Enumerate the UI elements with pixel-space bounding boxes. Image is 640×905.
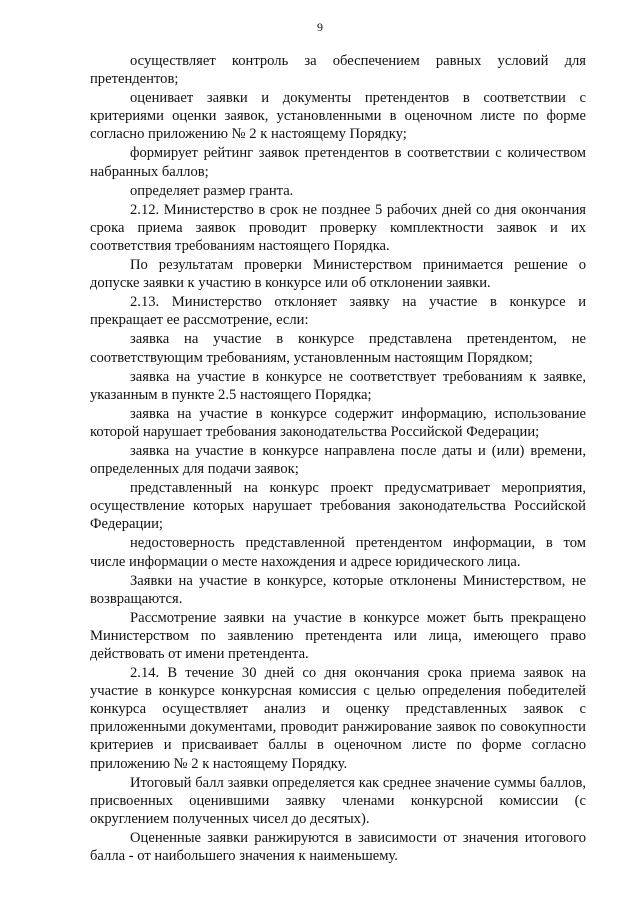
paragraph: Итоговый балл заявки определяется как среднее значение суммы баллов, присвоенных оценившими заявку членами конкурсной комиссии (с округлением полученных чисел до десятых). (90, 774, 586, 827)
paragraph: 2.13. Министерство отклоняет заявку на участие в конкурсе и прекращает ее рассмотрение, если: (90, 294, 586, 329)
paragraph: 2.12. Министерство в срок не позднее 5 рабочих дней со дня окончания срока приема заявок проводит проверку комплектности заявок и их соответствия требованиям настоящего Порядка. (90, 201, 586, 254)
paragraph: заявка на участие в конкурсе направлена после даты и (или) времени, определенных для подачи заявок; (90, 442, 586, 478)
page-number: 9 (317, 20, 323, 34)
paragraph: недостоверность представленной претендентом информации, в том числе информации о месте нахождения и адресе юридического лица. (90, 535, 586, 570)
document-body (90, 52, 586, 865)
paragraph: формирует рейтинг заявок претендентов в соответствии с количеством набранных баллов; (90, 145, 586, 180)
paragraph: Рассмотрение заявки на участие в конкурсе может быть прекращено Министерством по заявлению претендента или лица, имеющего право действовать от имени претендента. (90, 609, 586, 662)
paragraph: 2.14. В течение 30 дней со дня окончания срока приема заявок на участие в конкурсе конкурсная комиссия с целью определения победителей конкурса осуществляет анализ и оценку представленных заявок с приложенными документами, проводит ранжирование заявок по совокупности критериев и присваивает баллы в оценочном листе по форме согласно приложению № 2 к настоящему Порядку. (90, 665, 586, 772)
paragraph: заявка на участие в конкурсе не соответствует требованиям к заявке, указанным в пункте 2.5 настоящего Порядка; (90, 368, 586, 403)
paragraph: По результатам проверки Министерством принимается решение о допуске заявки к участию в конкурсе или об отклонении заявки. (90, 257, 586, 292)
paragraph: Оцененные заявки ранжируются в зависимости от значения итогового балла - от наибольшего значения к наименьшему. (90, 829, 586, 865)
paragraph: Заявки на участие в конкурсе, которые отклонены Министерством, не возвращаются. (90, 572, 586, 607)
paragraph: заявка на участие в конкурсе представлена претендентом, не соответствующим требованиям, установленным настоящим Порядком; (90, 331, 586, 366)
paragraph: представленный на конкурс проект предусматривает мероприятия, осуществление которых нарушает требования законодательства Российской Федерации; (90, 480, 586, 533)
paragraph: оценивает заявки и документы претендентов в соответствии с критериями оценки заявок, установленными в оценочном листе по форме согласно приложению № 2 к настоящему Порядку; (90, 90, 586, 143)
paragraph: осуществляет контроль за обеспечением равных условий для претендентов; (90, 53, 586, 88)
paragraph: определяет размер гранта. (130, 182, 294, 199)
paragraph: заявка на участие в конкурсе содержит информацию, использование которой нарушает требования законодательства Российской Федерации; (90, 405, 586, 440)
